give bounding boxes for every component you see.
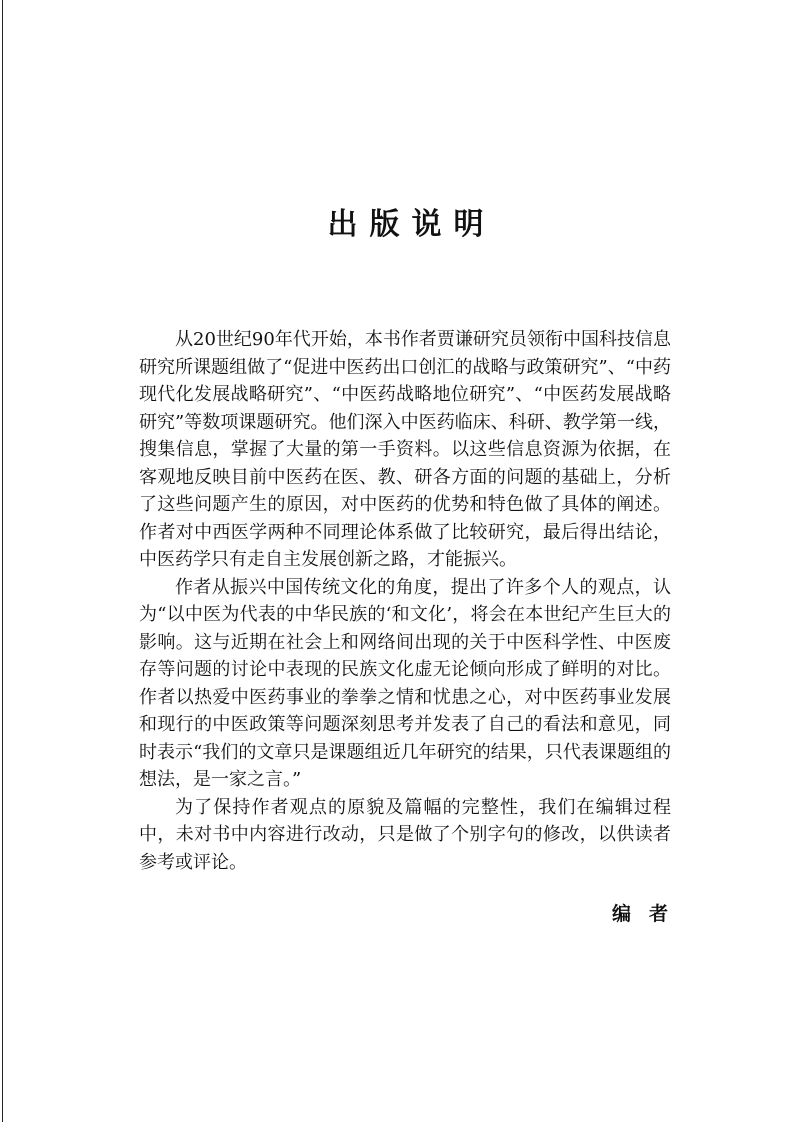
paragraph-1: 从20世纪90年代开始，本书作者贾谦研究员领衔中国科技信息研究所课题组做了“促进中医药出口创汇的战略与政策研究”、“中药现代化发展战略研究”、“中医药战略地位研究”、“中医药发展战略研究”等数项课题研究。他们深入中医药临床、科研、教学第一线，搜集信息，掌握了大量的第一手资料。以这些信息资源为依据，在客观地反映目前中医药在医、教、研各方面的问题的基础上，分析了这些问题产生的原因，对中医药的优势和特色做了具体的阐述。作者对中西医学两种不同理论体系做了比较研究，最后得出结论，中医药学只有走自主发展创新之路，才能振兴。 [139,329,671,570]
body-text [139,326,671,876]
paragraph-3: 为了保持作者观点的原貌及篇幅的完整性，我们在编辑过程中，未对书中内容进行改动，只是做了个别字句的修改，以供读者参考或评论。 [139,796,671,873]
paragraph-2: 作者从振兴中国传统文化的角度，提出了许多个人的观点，认为“以中医为代表的中华民族的‘和文化’，将会在本世纪产生巨大的影响。这与近期在社会上和网络间出现的关于中医科学性、中医废存等问题的讨论中表现的民族文化虚无论倾向形成了鲜明的对比。作者以热爱中医药事业的拳拳之情和忧患之心，对中医药事业发展和现行的中医政策等问题深刻思考并发表了自己的看法和意见，同时表示“我们的文章只是课题组近几年研究的结果，只代表课题组的想法，是一家之言。” [139,576,671,790]
page-title: 出版说明 [327,207,496,242]
page-edge-line [2,0,3,1122]
signature-editor: 编者 [612,903,687,925]
